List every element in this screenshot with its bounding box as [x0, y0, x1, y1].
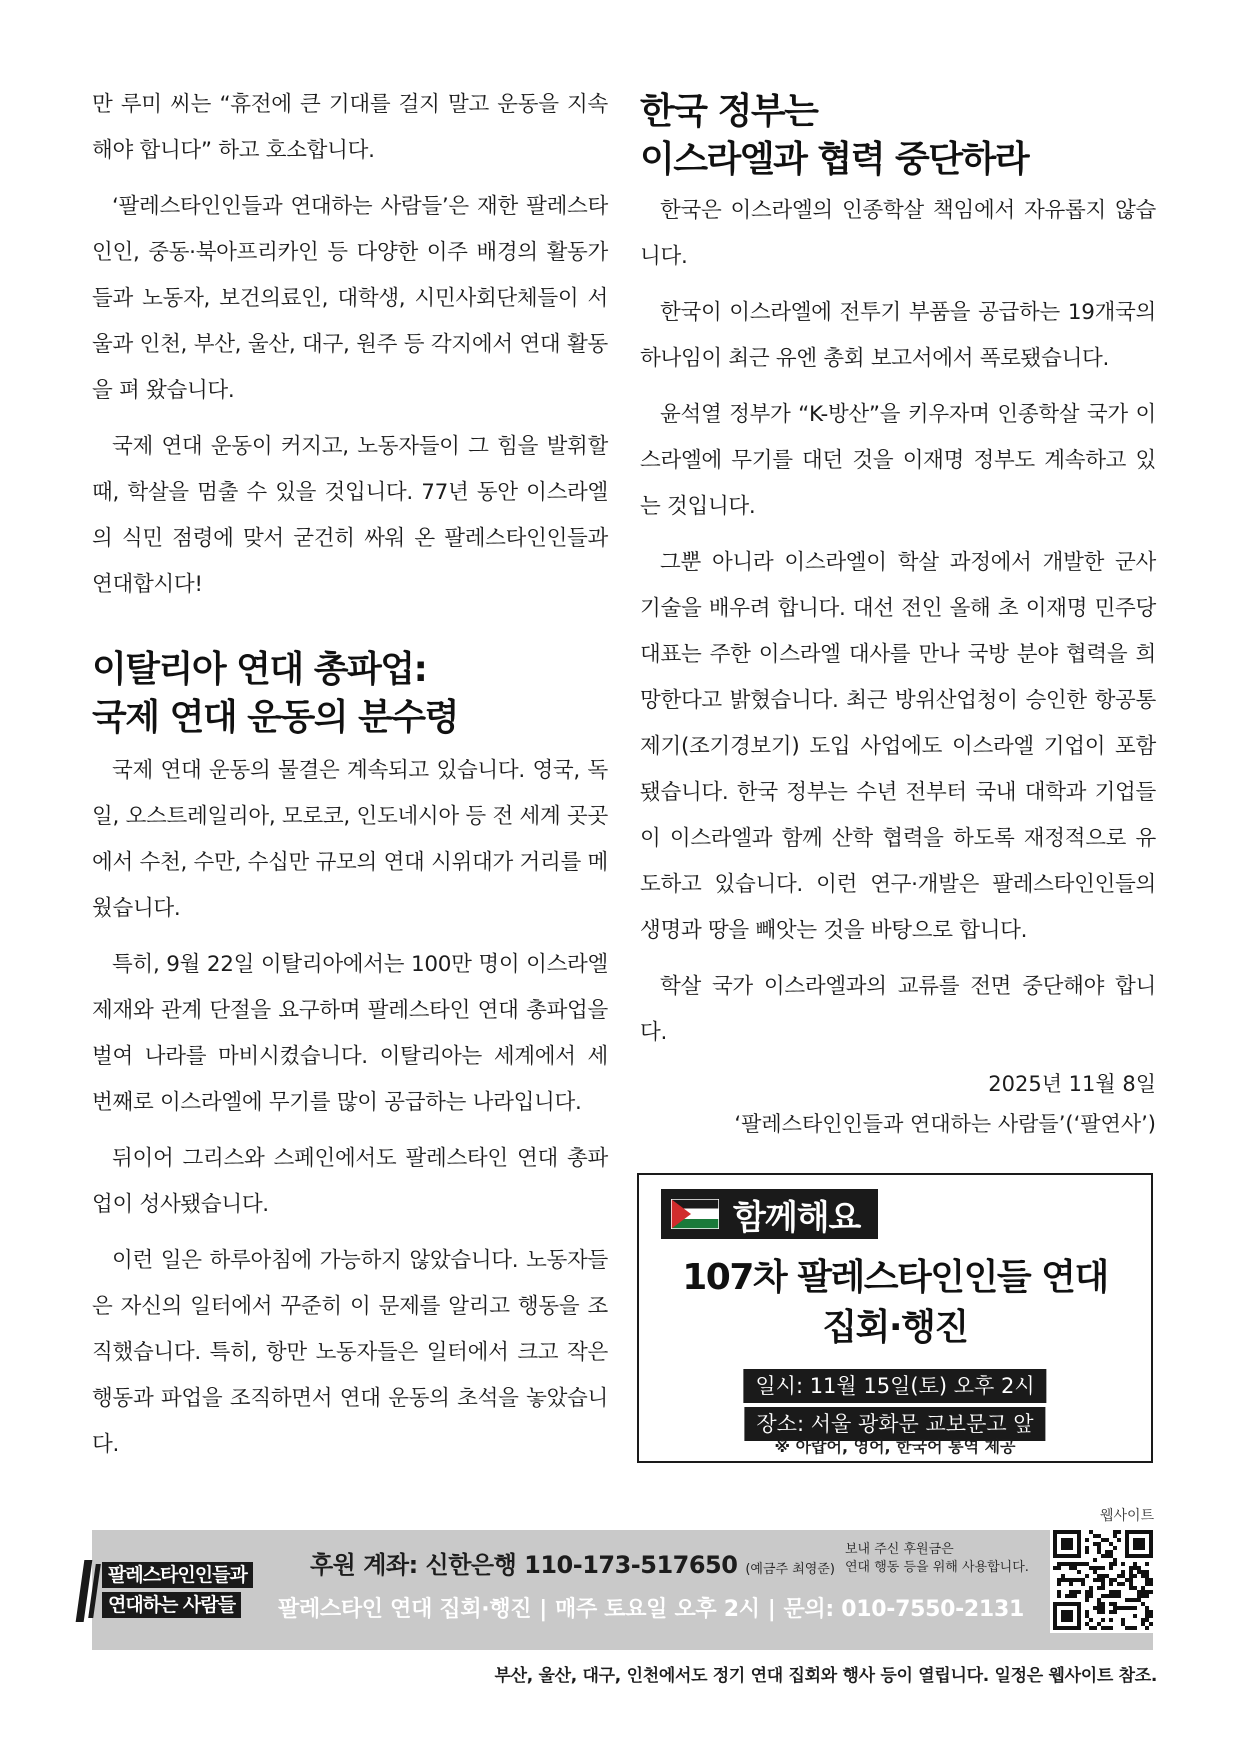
event-tag-label: 함께해요	[733, 1197, 861, 1238]
event-title-line: 집회·행진	[822, 1307, 968, 1348]
schedule-contact[interactable]: 문의: 010-7550-2131	[783, 1597, 1024, 1622]
donation-holder: (예금주 최영준)	[745, 1562, 835, 1577]
left-column	[92, 82, 608, 1478]
donation-account-text: 후원 계좌: 신한은행 110-173-517650	[310, 1551, 738, 1579]
heading-line: 이스라엘과 협력 중단하라	[640, 139, 1029, 180]
paragraph: ‘팔레스타인인들과 연대하는 사람들’은 재한 팔레스타인인, 중동·북아프리카인 등 다양한 이주 배경의 활동가들과 노동자, 보건의료인, 대학생, 시민사회단체들이 서울과 인천, 부산, 울산, 대구, 원주 등 각지에서 연대 활동을 펴 왔습니다.	[92, 194, 608, 403]
donation-note	[845, 1541, 1029, 1577]
event-note: ※ 아랍어, 영어, 한국어 통역 제공	[774, 1437, 1016, 1456]
organization-logo	[80, 1560, 280, 1622]
palestine-flag-icon	[671, 1199, 719, 1229]
paragraph: 한국이 이스라엘에 전투기 부품을 공급하는 19개국의 하나임이 최근 유엔 총회 보고서에서 폭로됐습니다.	[640, 300, 1156, 371]
schedule-line: 팔레스타인 연대 집회·행진 | 매주 토요일 오후 2시 | 문의: 010-7550-2131	[278, 1597, 1024, 1622]
website-label: 웹사이트	[1100, 1508, 1155, 1524]
heading-line: 이탈리아 연대 총파업:	[92, 649, 427, 690]
paragraph: 학살 국가 이스라엘과의 교류를 전면 중단해야 합니다.	[640, 974, 1156, 1045]
signature-date: 2025년 11월 8일	[988, 1072, 1156, 1096]
donation-note-line: 연대 행동 등을 위해 사용합니다.	[845, 1560, 1029, 1575]
logo-line: 팔레스타인인들과	[102, 1562, 253, 1588]
donation-note-line: 보내 주신 후원금은	[845, 1542, 954, 1557]
paragraph: 특히, 9월 22일 이탈리아에서는 100만 명이 이스라엘 제재와 관계 단절을 요구하며 팔레스타인 연대 총파업을 벌여 나라를 마비시켰습니다. 이탈리아는 세계에서 세 번째로 이스라엘에 무기를 많이 공급하는 나라입니다.	[92, 952, 608, 1115]
schedule-time: 매주 토요일 오후 2시	[555, 1597, 760, 1622]
heading-line: 한국 정부는	[640, 91, 818, 132]
paragraph: 뒤이어 그리스와 스페인에서도 팔레스타인 연대 총파업이 성사됐습니다.	[92, 1146, 608, 1217]
paragraph: 한국은 이스라엘의 인종학살 책임에서 자유롭지 않습니다.	[640, 198, 1156, 269]
bottom-note: 부산, 울산, 대구, 인천에서도 정기 연대 집회와 행사 등이 열립니다. 일정은 웹사이트 참조.	[494, 1666, 1157, 1686]
paragraph: 이런 일은 하루아침에 가능하지 않았습니다. 노동자들은 자신의 일터에서 꾸준히 이 문제를 알리고 행동을 조직했습니다. 특히, 항만 노동자들은 일터에서 크고 작은 행동과 파업을 조직하면서 연대 운동의 초석을 놓았습니다.	[92, 1248, 608, 1457]
event-datetime: 일시: 11월 15일(토) 오후 2시	[743, 1369, 1046, 1403]
event-title-line: 107차 팔레스타인인들 연대	[682, 1257, 1108, 1298]
event-title	[639, 1253, 1151, 1353]
qr-code-icon[interactable]	[1050, 1527, 1156, 1633]
right-column	[640, 88, 1156, 1144]
paragraph: 국제 연대 운동의 물결은 계속되고 있습니다. 영국, 독일, 오스트레일리아, 모로코, 인도네시아 등 전 세계 곳곳에서 수천, 수만, 수십만 규모의 연대 시위대가 거리를 메웠습니다.	[92, 758, 608, 921]
schedule-event: 팔레스타인 연대 집회·행진	[278, 1597, 532, 1622]
signature	[640, 1064, 1156, 1144]
section-heading	[640, 88, 1156, 184]
event-tag	[661, 1189, 878, 1239]
paragraph: 윤석열 정부가 “K-방산”을 키우자며 인종학살 국가 이스라엘에 무기를 대던 것을 이재명 정부도 계속하고 있는 것입니다.	[640, 402, 1156, 519]
section-heading	[92, 646, 608, 742]
paragraph: 만 루미 씨는 “휴전에 큰 기대를 걸지 말고 운동을 지속해야 합니다” 하고 호소합니다.	[92, 92, 608, 163]
event-box	[637, 1173, 1153, 1463]
paragraph: 국제 연대 운동이 커지고, 노동자들이 그 힘을 발휘할 때, 학살을 멈출 수 있을 것입니다. 77년 동안 이스라엘의 식민 점령에 맞서 굳건히 싸워 온 팔레스타인인들과 연대합시다!	[92, 434, 608, 597]
paragraph: 그뿐 아니라 이스라엘이 학살 과정에서 개발한 군사 기술을 배우려 합니다. 대선 전인 올해 초 이재명 민주당 대표는 주한 이스라엘 대사를 만나 국방 분야 협력을 희망한다고 밝혔습니다. 최근 방위산업청이 승인한 항공통제기(조기경보기) 도입 사업에도 이스라엘 기업이 포함됐습니다. 한국 정부는 수년 전부터 국내 대학과 기업들이 이스라엘과 함께 산학 협력을 하도록 재정적으로 유도하고 있습니다. 이런 연구·개발은 팔레스타인인들의 생명과 땅을 빼앗는 것을 바탕으로 합니다.	[640, 550, 1156, 943]
signature-organization: ‘팔레스타인인들과 연대하는 사람들’(‘팔연사’)	[734, 1112, 1156, 1136]
logo-line: 연대하는 사람들	[102, 1592, 241, 1618]
donation-account	[310, 1545, 835, 1580]
heading-line: 국제 연대 운동의 분수령	[92, 697, 458, 738]
event-place: 장소: 서울 광화문 교보문고 앞	[744, 1407, 1045, 1441]
